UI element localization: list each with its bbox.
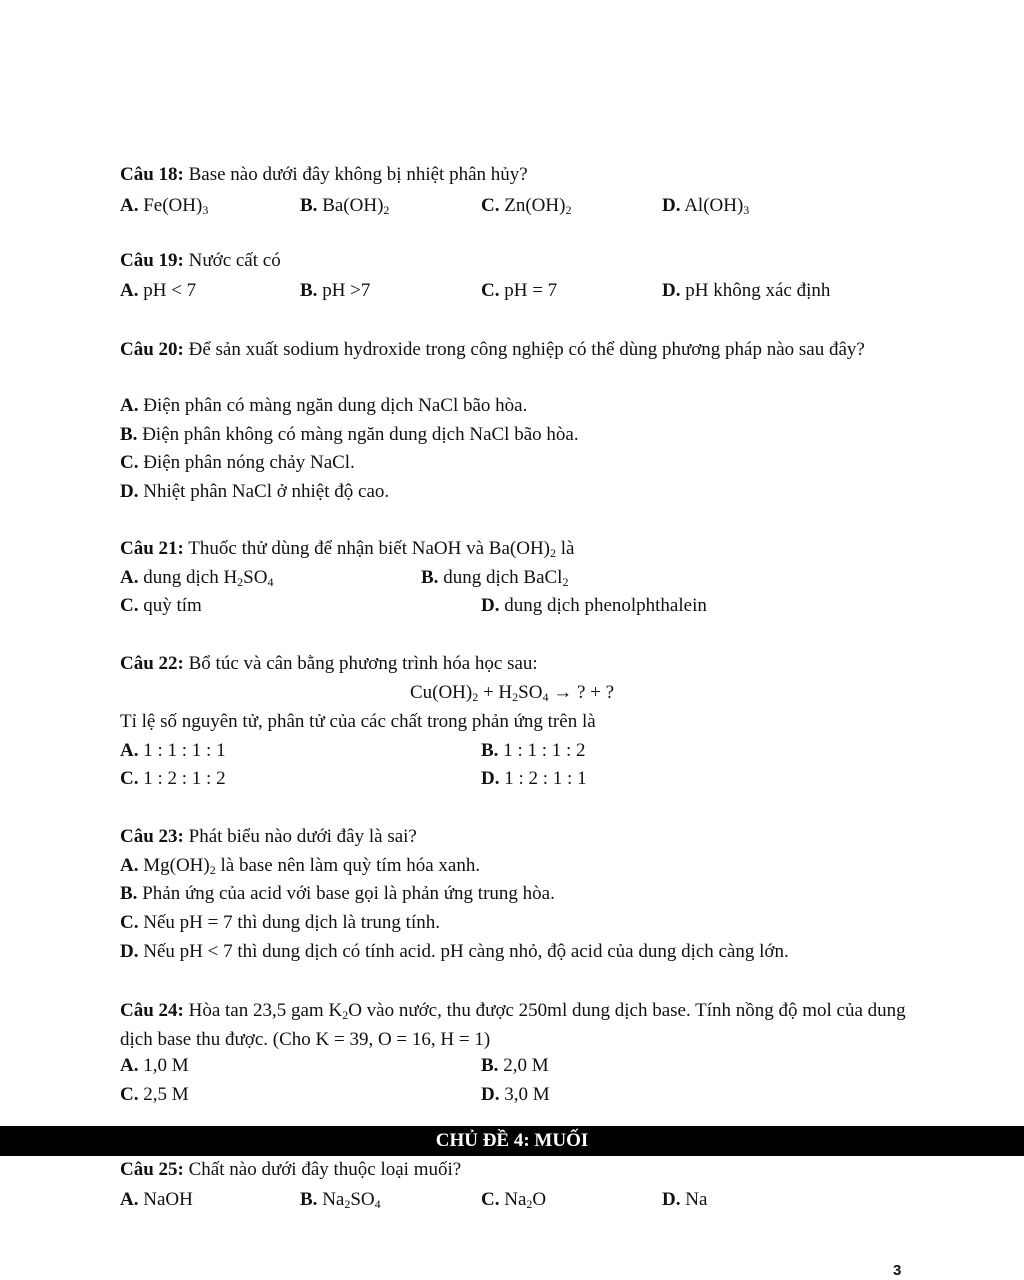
q20-option-d: D. Nhiệt phân NaCl ở nhiệt độ cao.	[120, 481, 390, 502]
q23-option-b: B. Phản ứng của acid với base gọi là phản ứng trung hòa.	[120, 883, 555, 904]
question-20-stem: Câu 20: Để sản xuất sodium hydroxide trong công nghiệp có thể dùng phương pháp nào sau đây?	[120, 339, 865, 360]
q21-option-d: D. dung dịch phenolphthalein	[481, 595, 707, 616]
q18-option-a: A. $Fe(OH)_3$	[120, 195, 209, 217]
question-22-stem: Câu 22: Bổ túc và cân bằng phương trình hóa học sau:	[120, 653, 538, 674]
question-21-stem: Câu 21: Thuốc thử dùng để nhận biết NaOH và $Ba(OH)_2$ là	[120, 538, 575, 560]
question-24-stem: Câu 24: Hòa tan 23,5 gam $K_2O$ vào nước, thu được 250ml dung dịch base. Tính nồng độ mol của dung dịch base thu được. (Cho K = 39, O = 16, H = 1)	[120, 1000, 906, 1050]
question-22-ratio: Tỉ lệ số nguyên tử, phân tử của các chất trong phản ứng trên là	[120, 711, 596, 732]
q18-option-b: B. $Ba(OH)_2$	[300, 195, 390, 217]
q23-option-c: C. Nếu pH = 7 thì dung dịch là trung tính.	[120, 912, 440, 933]
q20-option-c: C. Điện phân nóng chảy NaCl.	[120, 452, 355, 473]
q19-option-a: A. pH < 7	[120, 280, 197, 301]
q25-option-c: C. $Na_2O$	[481, 1189, 547, 1211]
q18-option-d: D. $Al(OH)_3$	[662, 195, 750, 217]
q24-option-b: B. 2,0 M	[481, 1055, 549, 1076]
q19-option-b: B. pH >7	[300, 280, 371, 301]
q25-option-a: A. NaOH	[120, 1189, 193, 1210]
q24-option-c: C. 2,5 M	[120, 1084, 189, 1105]
question-18-stem: Câu 18: Base nào dưới đây không bị nhiệt phân hủy?	[120, 164, 528, 185]
q21-option-c: C. quỳ tím	[120, 595, 202, 616]
question-label: Câu 18:	[120, 164, 184, 185]
q19-option-d: D. pH không xác định	[662, 280, 831, 301]
q22-option-a: A. 1 : 1 : 1 : 1	[120, 740, 226, 761]
q24-option-a: A. 1,0 M	[120, 1055, 189, 1076]
q20-option-a: A. Điện phân có màng ngăn dung dịch NaCl bão hòa.	[120, 395, 528, 416]
q25-option-b: B. $Na_2SO_4$	[300, 1189, 381, 1211]
q21-option-a: A. dung dịch $H_2SO_4$	[120, 567, 274, 589]
q22-option-c: C. 1 : 2 : 1 : 2	[120, 768, 226, 789]
chemical-equation: $Cu(OH)_2 + H_2SO_4$ → ? + ?	[409, 682, 615, 704]
q23-option-a: A. $Mg(OH)_2$ là base nên làm quỳ tím hóa xanh.	[120, 855, 481, 877]
q24-option-d: D. 3,0 M	[481, 1084, 550, 1105]
section-banner: CHỦ ĐỀ 4: MUỐI	[0, 1126, 1024, 1156]
q21-option-b: B. dung dịch BaCl$_2$	[421, 567, 569, 589]
q20-option-b: B. Điện phân không có màng ngăn dung dịch NaCl bão hòa.	[120, 424, 579, 445]
q25-option-d: D. Na	[662, 1189, 708, 1210]
question-23-stem: Câu 23: Phát biểu nào dưới đây là sai?	[120, 826, 417, 847]
question-25-stem: Câu 25: Chất nào dưới đây thuộc loại muối?	[120, 1159, 462, 1180]
page-number: 3	[893, 1262, 902, 1279]
q18-option-c: C. $Zn(OH)_2$	[481, 195, 572, 217]
q23-option-d: D. Nếu pH < 7 thì dung dịch có tính acid. pH càng nhỏ, độ acid của dung dịch càng lớn.	[120, 941, 789, 962]
q19-option-c: C. pH = 7	[481, 280, 558, 301]
q22-option-b: B. 1 : 1 : 1 : 2	[481, 740, 586, 761]
question-19-stem: Câu 19: Nước cất có	[120, 250, 281, 271]
q22-option-d: D. 1 : 2 : 1 : 1	[481, 768, 587, 789]
